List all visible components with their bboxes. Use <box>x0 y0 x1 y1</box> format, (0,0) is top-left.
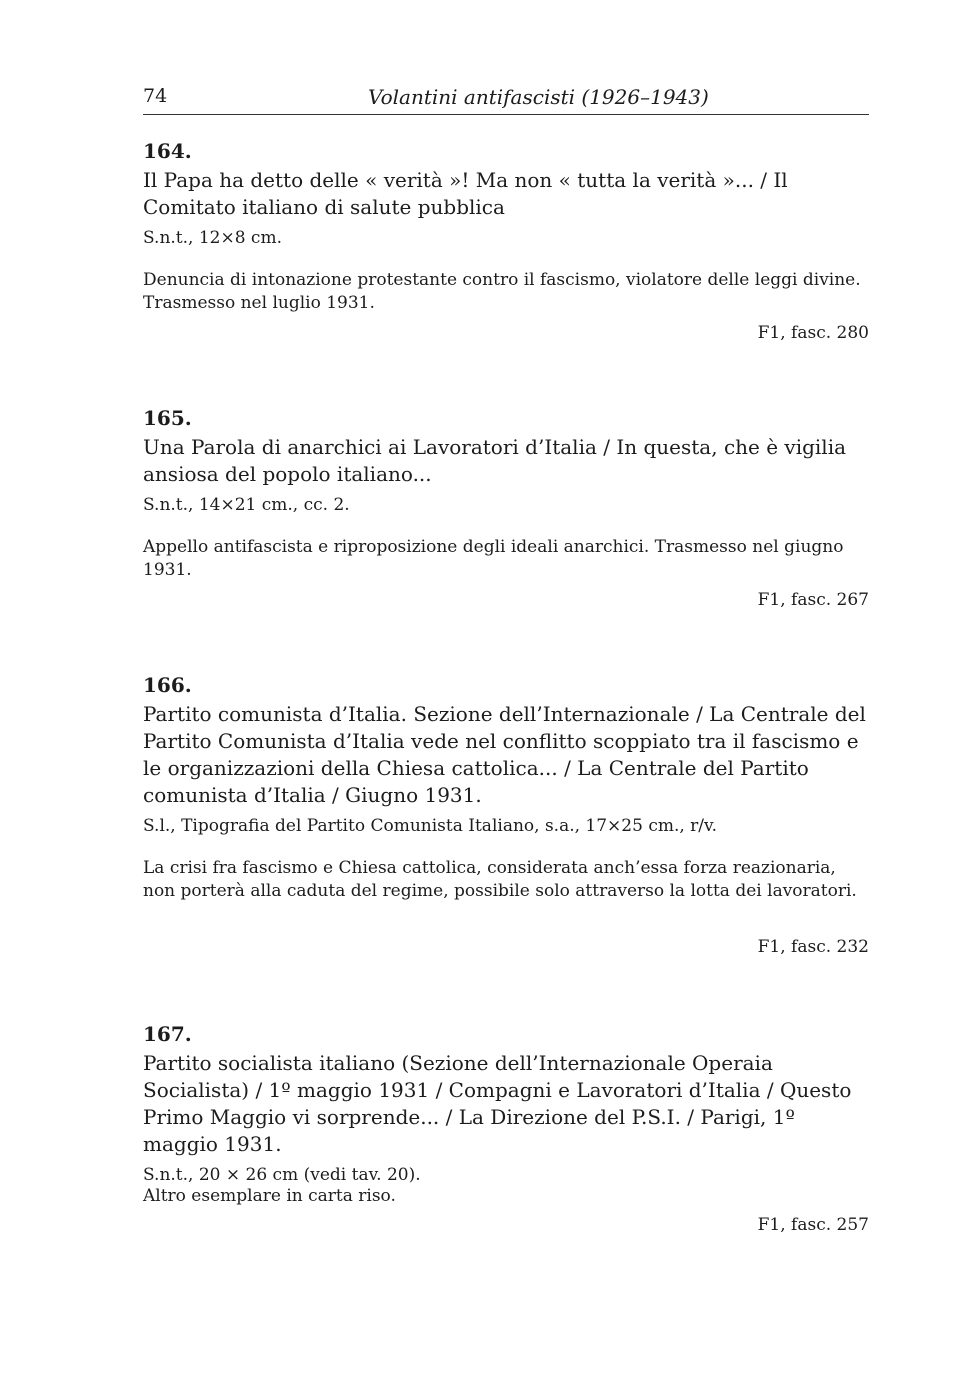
entry-number: 167. <box>143 1022 192 1046</box>
entry-note: Appello antifascista e riproposizione degli ideali anarchici. Trasmesso nel giugno 1931. <box>143 537 844 580</box>
entry-number: 166. <box>143 673 192 697</box>
page-header <box>143 85 869 117</box>
entry-extra-note: Altro esemplare in carta riso. <box>143 1186 396 1206</box>
entry-title: Partito socialista italiano (Sezione dell’Internazionale Operaia Socialista) / 1º maggio 1931 / Compagni e Lavoratori d’Italia / Questo Primo Maggio vi sorprende... / La Direzione del P.S.I. / Parigi, 1º maggio 1931. <box>143 1051 852 1156</box>
page-number: 74 <box>143 85 168 107</box>
entry-reference: F1, fasc. 280 <box>757 323 869 343</box>
entry-description: S.l., Tipografia del Partito Comunista Italiano, s.a., 17×25 cm., r/v. <box>143 816 718 836</box>
entry-reference: F1, fasc. 257 <box>757 1215 869 1235</box>
entry-number: 165. <box>143 406 192 430</box>
catalog-entry-165 <box>143 406 869 611</box>
entry-description: S.n.t., 12×8 cm. <box>143 228 282 248</box>
catalog-entry-164 <box>143 139 869 344</box>
running-title: Volantini antifascisti (1926–1943) <box>368 85 709 109</box>
catalog-entry-166 <box>143 673 869 958</box>
header-rule <box>143 114 869 115</box>
entry-note: La crisi fra fascismo e Chiesa cattolica, considerata anch’essa forza reazionaria, non porterà alla caduta del regime, possibile solo attraverso la lotta dei lavoratori. <box>143 858 857 901</box>
catalog-entry-167 <box>143 1022 869 1236</box>
entry-description: S.n.t., 20 × 26 cm (vedi tav. 20). <box>143 1165 421 1185</box>
entry-title: Una Parola di anarchici ai Lavoratori d’Italia / In questa, che è vigilia ansiosa del popolo italiano... <box>143 435 847 486</box>
entry-description: S.n.t., 14×21 cm., cc. 2. <box>143 495 350 515</box>
entry-number: 164. <box>143 139 192 163</box>
entry-note: Denuncia di intonazione protestante contro il fascismo, violatore delle leggi divine. Trasmesso nel luglio 1931. <box>143 270 861 313</box>
entry-title: Il Papa ha detto delle « verità »! Ma non « tutta la verità »... / Il Comitato italiano di salute pubblica <box>143 168 788 219</box>
entry-reference: F1, fasc. 267 <box>757 590 869 610</box>
entry-title: Partito comunista d’Italia. Sezione dell’Internazionale / La Centrale del Partito Comunista d’Italia vede nel conflitto scoppiato tra il fascismo e le organizzazioni della Chiesa cattolica... / La Centrale del Partito comunista d’Italia / Giugno 1931. <box>143 702 866 807</box>
entry-reference: F1, fasc. 232 <box>757 937 869 957</box>
